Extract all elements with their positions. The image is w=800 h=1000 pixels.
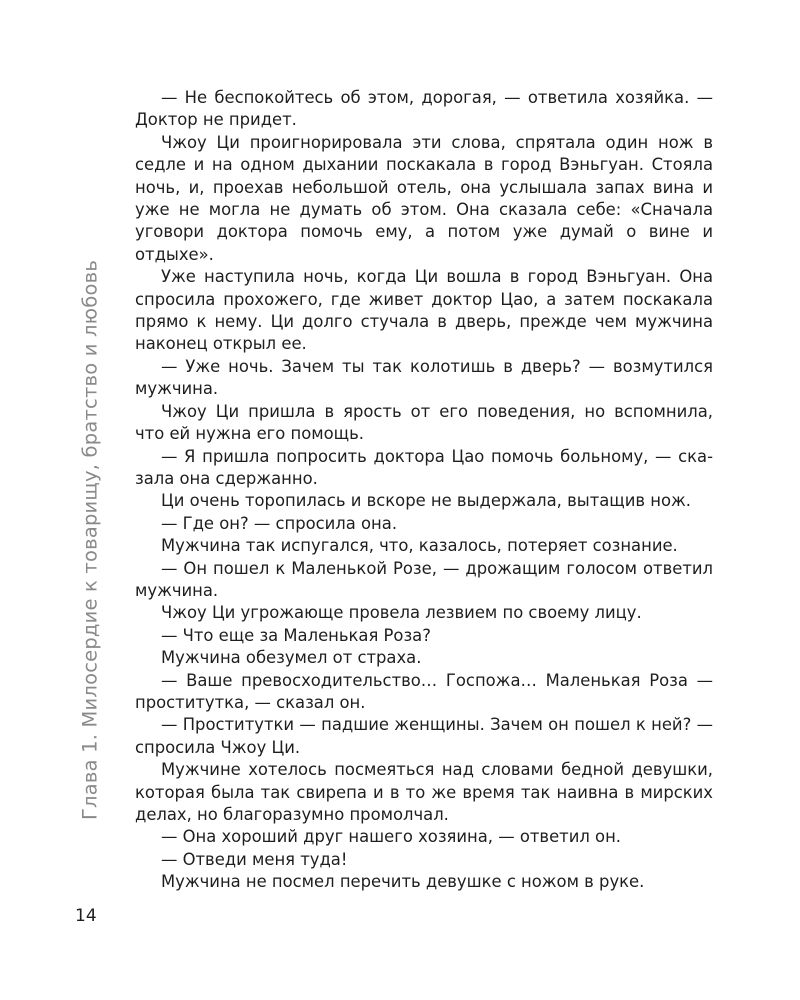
paragraph: — Он пошел к Маленькой Розе, — дрожащим голосом ответил мужчина. [135, 558, 713, 600]
paragraph: Чжоу Ци пришла в ярость от его поведения, но вспомнила, что ей нужна его помощь. [135, 401, 713, 444]
body-text [135, 87, 713, 894]
paragraph: Мужчина не посмел перечить девушке с ножом в руке. [161, 872, 645, 892]
chapter-title: Глава 1. Милосердие к товарищу, братство и любовь [78, 259, 102, 821]
paragraph: — Я пришла попросить доктора Цао помочь больному, — сказала она сдержанно. [135, 446, 713, 488]
paragraph: — Проститутки — падшие женщины. Зачем он пошел к ней? — спросила Чжоу Ци. [135, 715, 713, 757]
paragraph: — Где он? — спросила она. [161, 513, 398, 533]
paragraph: — Что еще за Маленькая Роза? [161, 625, 431, 645]
paragraph: — Отведи меня туда! [161, 849, 348, 869]
paragraph: Уже наступила ночь, когда Ци вошла в город Вэньгуан. Она спросила прохожего, где живет доктор Цао, а затем поскакала прямо к нему. Ци долго стучала в дверь, прежде чем мужчина наконец открыл ее. [135, 267, 713, 354]
paragraph: Чжоу Ци проигнорировала эти слова, спрятала один нож в седле и на одном дыхании поскакала в город Вэньгуан. Стояла ночь, и, проехав небольшой отель, она услышала запах вина и уже не могла не думать об этом. Она сказала себе: «Сначала уговори доктора помочь ему, а потом уже думай о вине и отдыхе». [135, 132, 713, 264]
paragraph: — Ваше превосходительство… Госпожа… Маленькая Роза — проститутка, — сказал он. [135, 670, 713, 712]
paragraph: — Уже ночь. Зачем ты так колотишь в дверь? — возмутился мужчина. [135, 356, 713, 399]
paragraph: — Не беспокойтесь об этом, дорогая, — ответила хозяйка. — Доктор не придет. [135, 88, 713, 130]
paragraph: — Она хороший друг нашего хозяина, — ответил он. [161, 827, 621, 847]
paragraph: Ци очень торопилась и вскоре не выдержала, вытащив нож. [161, 491, 691, 511]
paragraph: Мужчине хотелось посмеяться над словами бедной девушки, которая была так свирепа и в то же время так наивна в мирских делах, но благоразумно промолчал. [135, 760, 713, 824]
paragraph: Мужчина обезумел от страха. [161, 648, 422, 668]
paragraph: Чжоу Ци угрожающе провела лезвием по своему лицу. [161, 603, 642, 623]
paragraph: Мужчина так испугался, что, казалось, потеряет сознание. [161, 536, 678, 556]
page-number: 14 [75, 906, 97, 926]
